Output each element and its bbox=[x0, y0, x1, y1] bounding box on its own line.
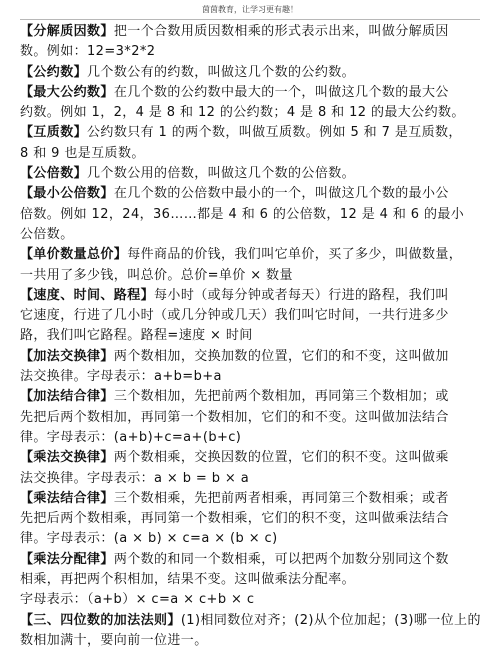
line-text: 约数。例如 1，2，4 是 8 和 12 的公约数；4 是 8 和 12 的最大公约数。 bbox=[20, 105, 465, 121]
term-label: 【乘法分配律】 bbox=[20, 551, 114, 567]
line-text: (1)相同数位对齐；(2)从个位加起；(3)哪一位上的 bbox=[180, 612, 481, 628]
text-line bbox=[20, 367, 490, 387]
text-line bbox=[20, 63, 490, 83]
line-text: 每小时（或每分钟或者每天）行进的路程，我们叫 bbox=[154, 287, 449, 303]
term-label: 【三、四位数的加法法则】 bbox=[20, 612, 181, 628]
text-line bbox=[20, 509, 490, 529]
line-text: 几个数公有的约数，叫做这几个数的公约数。 bbox=[87, 64, 356, 80]
text-line bbox=[20, 347, 490, 367]
text-line bbox=[20, 469, 490, 489]
text-line bbox=[20, 387, 490, 407]
text-line-partial bbox=[20, 631, 490, 648]
line-text: 两个数的和同一个数相乘，可以把两个加数分别同这个数 bbox=[113, 551, 449, 567]
line-text: 公倍数。 bbox=[20, 226, 74, 242]
term-label: 【加法结合律】 bbox=[20, 389, 114, 405]
line-text: 公约数只有 1 的两个数，叫做互质数。例如 5 和 7 是互质数， bbox=[87, 125, 462, 141]
line-text: 8 和 9 也是互质数。 bbox=[20, 145, 145, 161]
text-line bbox=[20, 550, 490, 570]
term-label: 【乘法交换律】 bbox=[20, 450, 114, 466]
term-label: 【单价数量总价】 bbox=[20, 247, 128, 263]
line-text: 先把后两个数相乘，再同第一个数相乘，它们的积不变，这叫做乘法结合 bbox=[20, 511, 449, 527]
text-line bbox=[20, 448, 490, 468]
line-text: 数相加满十，要向前一位进一。 bbox=[20, 632, 208, 648]
line-text: 相乘，再把两个积相加，结果不变。这叫做乘法分配率。 bbox=[20, 572, 356, 588]
line-text: 数。例如：12=3*2*2 bbox=[20, 44, 156, 60]
text-line bbox=[20, 306, 490, 326]
line-text: 两个数相乘，交换因数的位置，它们的积不变。这叫做乘 bbox=[113, 450, 449, 466]
line-text: 倍数。例如 12，24，36……都是 4 和 6 的公倍数，12 是 4 和 6 的最小 bbox=[20, 206, 465, 222]
line-text: 律。字母表示：(a × b) × c=a × (b × c) bbox=[20, 531, 278, 547]
term-label: 【公约数】 bbox=[20, 64, 88, 80]
line-text: 三个数相加，先把前两个数相加，再同第三个数相加；或 bbox=[113, 389, 449, 405]
line-text: 在几个数的公倍数中最小的一个，叫做这几个数的最小公 bbox=[113, 186, 449, 202]
term-label: 【乘法结合律】 bbox=[20, 490, 114, 506]
term-label: 【最小公倍数】 bbox=[20, 186, 114, 202]
text-line bbox=[20, 22, 490, 42]
text-line bbox=[20, 529, 490, 549]
text-line bbox=[20, 205, 490, 225]
line-text: 两个数相加，交换加数的位置，它们的和不变，这叫做加 bbox=[113, 348, 449, 364]
text-line bbox=[20, 266, 490, 286]
text-line bbox=[20, 245, 490, 265]
document-body bbox=[20, 22, 490, 648]
text-line bbox=[20, 570, 490, 590]
text-line bbox=[20, 123, 490, 143]
line-text: 把一个合数用质因数相乘的形式表示出来，叫做分解质因 bbox=[113, 24, 449, 39]
header-divider bbox=[20, 19, 480, 20]
text-line bbox=[20, 408, 490, 428]
text-line bbox=[20, 83, 490, 103]
line-text: 它速度，行进了几小时（或几分钟或几天）我们叫它时间，一共行进多少 bbox=[20, 308, 449, 324]
line-text: 路，我们叫它路程。路程=速度 × 时间 bbox=[20, 328, 253, 344]
term-label: 【速度、时间、路程】 bbox=[20, 287, 155, 303]
page-header: 茵茵教育，让学习更有趣！ bbox=[202, 5, 298, 14]
term-label: 【分解质因数】 bbox=[20, 24, 114, 39]
line-text: 法交换律。字母表示：a × b = b × a bbox=[20, 470, 250, 486]
text-line bbox=[20, 611, 490, 631]
line-text: 法交换律。字母表示：a+b=b+a bbox=[20, 369, 222, 385]
line-text: 字母表示：（a+b）× c=a × c+b × c bbox=[20, 592, 255, 608]
term-label: 【公倍数】 bbox=[20, 166, 88, 182]
term-label: 【加法交换律】 bbox=[20, 348, 114, 364]
text-line bbox=[20, 428, 490, 448]
line-text: 律。字母表示：(a+b)+c=a+(b+c) bbox=[20, 429, 242, 445]
text-line bbox=[20, 144, 490, 164]
term-label: 【互质数】 bbox=[20, 125, 88, 141]
line-text: 几个数公用的倍数，叫做这几个数的公倍数。 bbox=[87, 166, 356, 182]
line-text: 先把后两个数相加，再同第一个数相加，它们的和不变。这叫做加法结合 bbox=[20, 409, 449, 425]
text-line bbox=[20, 489, 490, 509]
text-line bbox=[20, 326, 490, 346]
line-text: 在几个数的公约数中最大的一个，叫做这几个数的最大公 bbox=[113, 84, 449, 100]
text-line bbox=[20, 225, 490, 245]
term-label: 【最大公约数】 bbox=[20, 84, 114, 100]
line-text: 三个数相乘，先把前两者相乘，再同第三个数相乘；或者 bbox=[113, 490, 449, 506]
text-line bbox=[20, 590, 490, 610]
line-text: 一共用了多少钱，叫总价。总价=单价 × 数量 bbox=[20, 267, 293, 283]
text-line bbox=[20, 42, 490, 62]
text-line bbox=[20, 103, 490, 123]
text-line bbox=[20, 286, 490, 306]
text-line bbox=[20, 184, 490, 204]
line-text: 每件商品的价钱，我们叫它单价，买了多少，叫做数量， bbox=[127, 247, 463, 263]
text-line bbox=[20, 164, 490, 184]
